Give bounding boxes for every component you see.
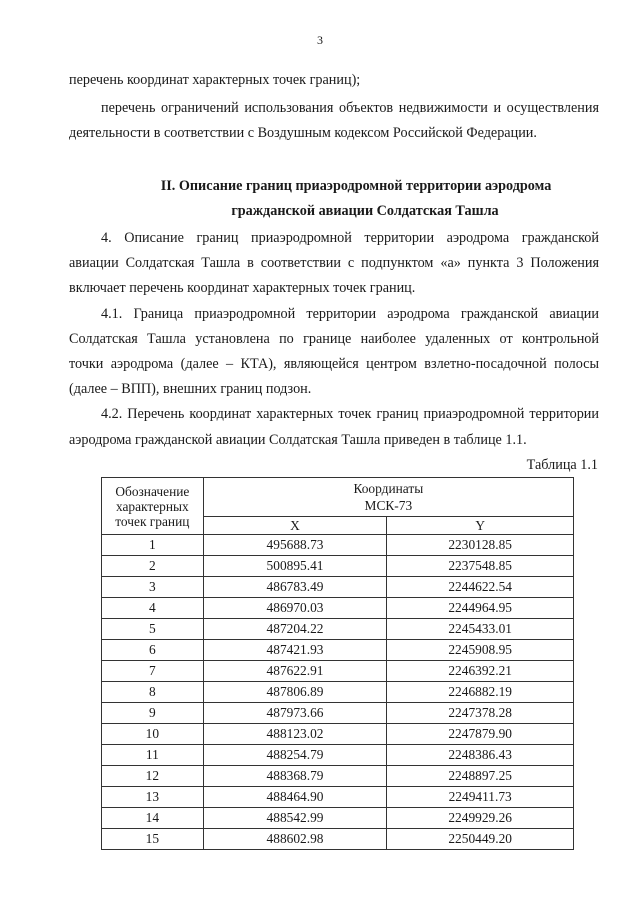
text-line: включает перечень координат характерных точек границ. bbox=[69, 280, 416, 296]
coord-y: 2250449.20 bbox=[387, 829, 574, 850]
point-number: 10 bbox=[102, 724, 204, 745]
coord-x: 487806.89 bbox=[203, 682, 387, 703]
text-line: точки аэродрома (далее – КТА), являющейся центром взлетно-посадочной полосы bbox=[69, 356, 599, 372]
table-row bbox=[102, 661, 574, 682]
table-row bbox=[102, 766, 574, 787]
column-header-y: Y bbox=[387, 517, 574, 535]
coord-x: 488542.99 bbox=[203, 808, 387, 829]
column-header-x: X bbox=[203, 517, 387, 535]
coord-x: 487421.93 bbox=[203, 640, 387, 661]
text-line: (далее – ВПП), внешних границ подзон. bbox=[69, 381, 312, 397]
coord-y: 2248897.25 bbox=[387, 766, 574, 787]
coord-x: 488123.02 bbox=[203, 724, 387, 745]
coord-x: 500895.41 bbox=[203, 556, 387, 577]
coord-y: 2246882.19 bbox=[387, 682, 574, 703]
text-line: аэродрома гражданской авиации Солдатская Ташла приведен в таблице 1.1. bbox=[69, 432, 527, 448]
coord-y: 2247378.28 bbox=[387, 703, 574, 724]
header-line: Обозначение bbox=[115, 483, 190, 499]
coord-y: 2244964.95 bbox=[387, 598, 574, 619]
coord-x: 487622.91 bbox=[203, 661, 387, 682]
table-row bbox=[102, 745, 574, 766]
point-number: 2 bbox=[102, 556, 204, 577]
coord-x: 486970.03 bbox=[203, 598, 387, 619]
table-row bbox=[102, 577, 574, 598]
header-line: точек границ bbox=[115, 513, 190, 529]
coord-y: 2249929.26 bbox=[387, 808, 574, 829]
coord-y: 2246392.21 bbox=[387, 661, 574, 682]
coord-y: 2244622.54 bbox=[387, 577, 574, 598]
text-line: деятельности в соответствии с Воздушным кодексом Российской Федерации. bbox=[69, 125, 537, 141]
point-number: 9 bbox=[102, 703, 204, 724]
point-number: 7 bbox=[102, 661, 204, 682]
column-header-point bbox=[102, 478, 204, 535]
table-row bbox=[102, 598, 574, 619]
coord-y: 2230128.85 bbox=[387, 535, 574, 556]
coord-x: 495688.73 bbox=[203, 535, 387, 556]
table-row bbox=[102, 556, 574, 577]
text-line: Солдатская Ташла установлена по границе наиболее удаленных от контрольной bbox=[69, 331, 599, 347]
section-heading-line-1: II. Описание границ приаэродромной территории аэродрома bbox=[160, 178, 552, 194]
text-line: перечень ограничений использования объектов недвижимости и осуществления bbox=[101, 100, 599, 116]
table-row bbox=[102, 535, 574, 556]
point-number: 12 bbox=[102, 766, 204, 787]
table-row bbox=[102, 808, 574, 829]
point-number: 13 bbox=[102, 787, 204, 808]
coordinates-table bbox=[101, 477, 574, 850]
point-number: 4 bbox=[102, 598, 204, 619]
text-line: перечень координат характерных точек границ); bbox=[69, 72, 361, 88]
point-number: 8 bbox=[102, 682, 204, 703]
table-row bbox=[102, 682, 574, 703]
coord-y: 2237548.85 bbox=[387, 556, 574, 577]
table-row bbox=[102, 619, 574, 640]
text-line: авиации Солдатская Ташла в соответствии с подпунктом «а» пункта 3 Положения bbox=[69, 255, 599, 271]
header-line: МСК-73 bbox=[364, 498, 413, 513]
table-row bbox=[102, 724, 574, 745]
text-line: 4.1. Граница приаэродромной территории аэродрома гражданской авиации bbox=[101, 306, 599, 322]
coord-x: 488602.98 bbox=[203, 829, 387, 850]
point-number: 6 bbox=[102, 640, 204, 661]
point-number: 3 bbox=[102, 577, 204, 598]
text-line: 4. Описание границ приаэродромной территории аэродрома гражданской bbox=[101, 230, 599, 246]
coord-y: 2245433.01 bbox=[387, 619, 574, 640]
coord-x: 488464.90 bbox=[203, 787, 387, 808]
coord-x: 487204.22 bbox=[203, 619, 387, 640]
table-row bbox=[102, 640, 574, 661]
table-row bbox=[102, 703, 574, 724]
coord-y: 2247879.90 bbox=[387, 724, 574, 745]
column-header-coordinates bbox=[203, 478, 573, 517]
table-row bbox=[102, 787, 574, 808]
coord-x: 488368.79 bbox=[203, 766, 387, 787]
point-number: 11 bbox=[102, 745, 204, 766]
point-number: 15 bbox=[102, 829, 204, 850]
coord-x: 488254.79 bbox=[203, 745, 387, 766]
table-caption: Таблица 1.1 bbox=[526, 457, 598, 473]
coord-y: 2245908.95 bbox=[387, 640, 574, 661]
header-line: Координаты bbox=[353, 481, 424, 496]
section-heading-line-2: гражданской авиации Солдатская Ташла bbox=[231, 203, 499, 219]
table-row bbox=[102, 829, 574, 850]
page-number: 3 bbox=[317, 33, 323, 47]
coord-x: 487973.66 bbox=[203, 703, 387, 724]
coord-y: 2249411.73 bbox=[387, 787, 574, 808]
point-number: 14 bbox=[102, 808, 204, 829]
point-number: 1 bbox=[102, 535, 204, 556]
point-number: 5 bbox=[102, 619, 204, 640]
text-line: 4.2. Перечень координат характерных точек границ приаэродромной территории bbox=[101, 406, 599, 422]
coord-x: 486783.49 bbox=[203, 577, 387, 598]
coord-y: 2248386.43 bbox=[387, 745, 574, 766]
header-line: характерных bbox=[115, 498, 189, 514]
